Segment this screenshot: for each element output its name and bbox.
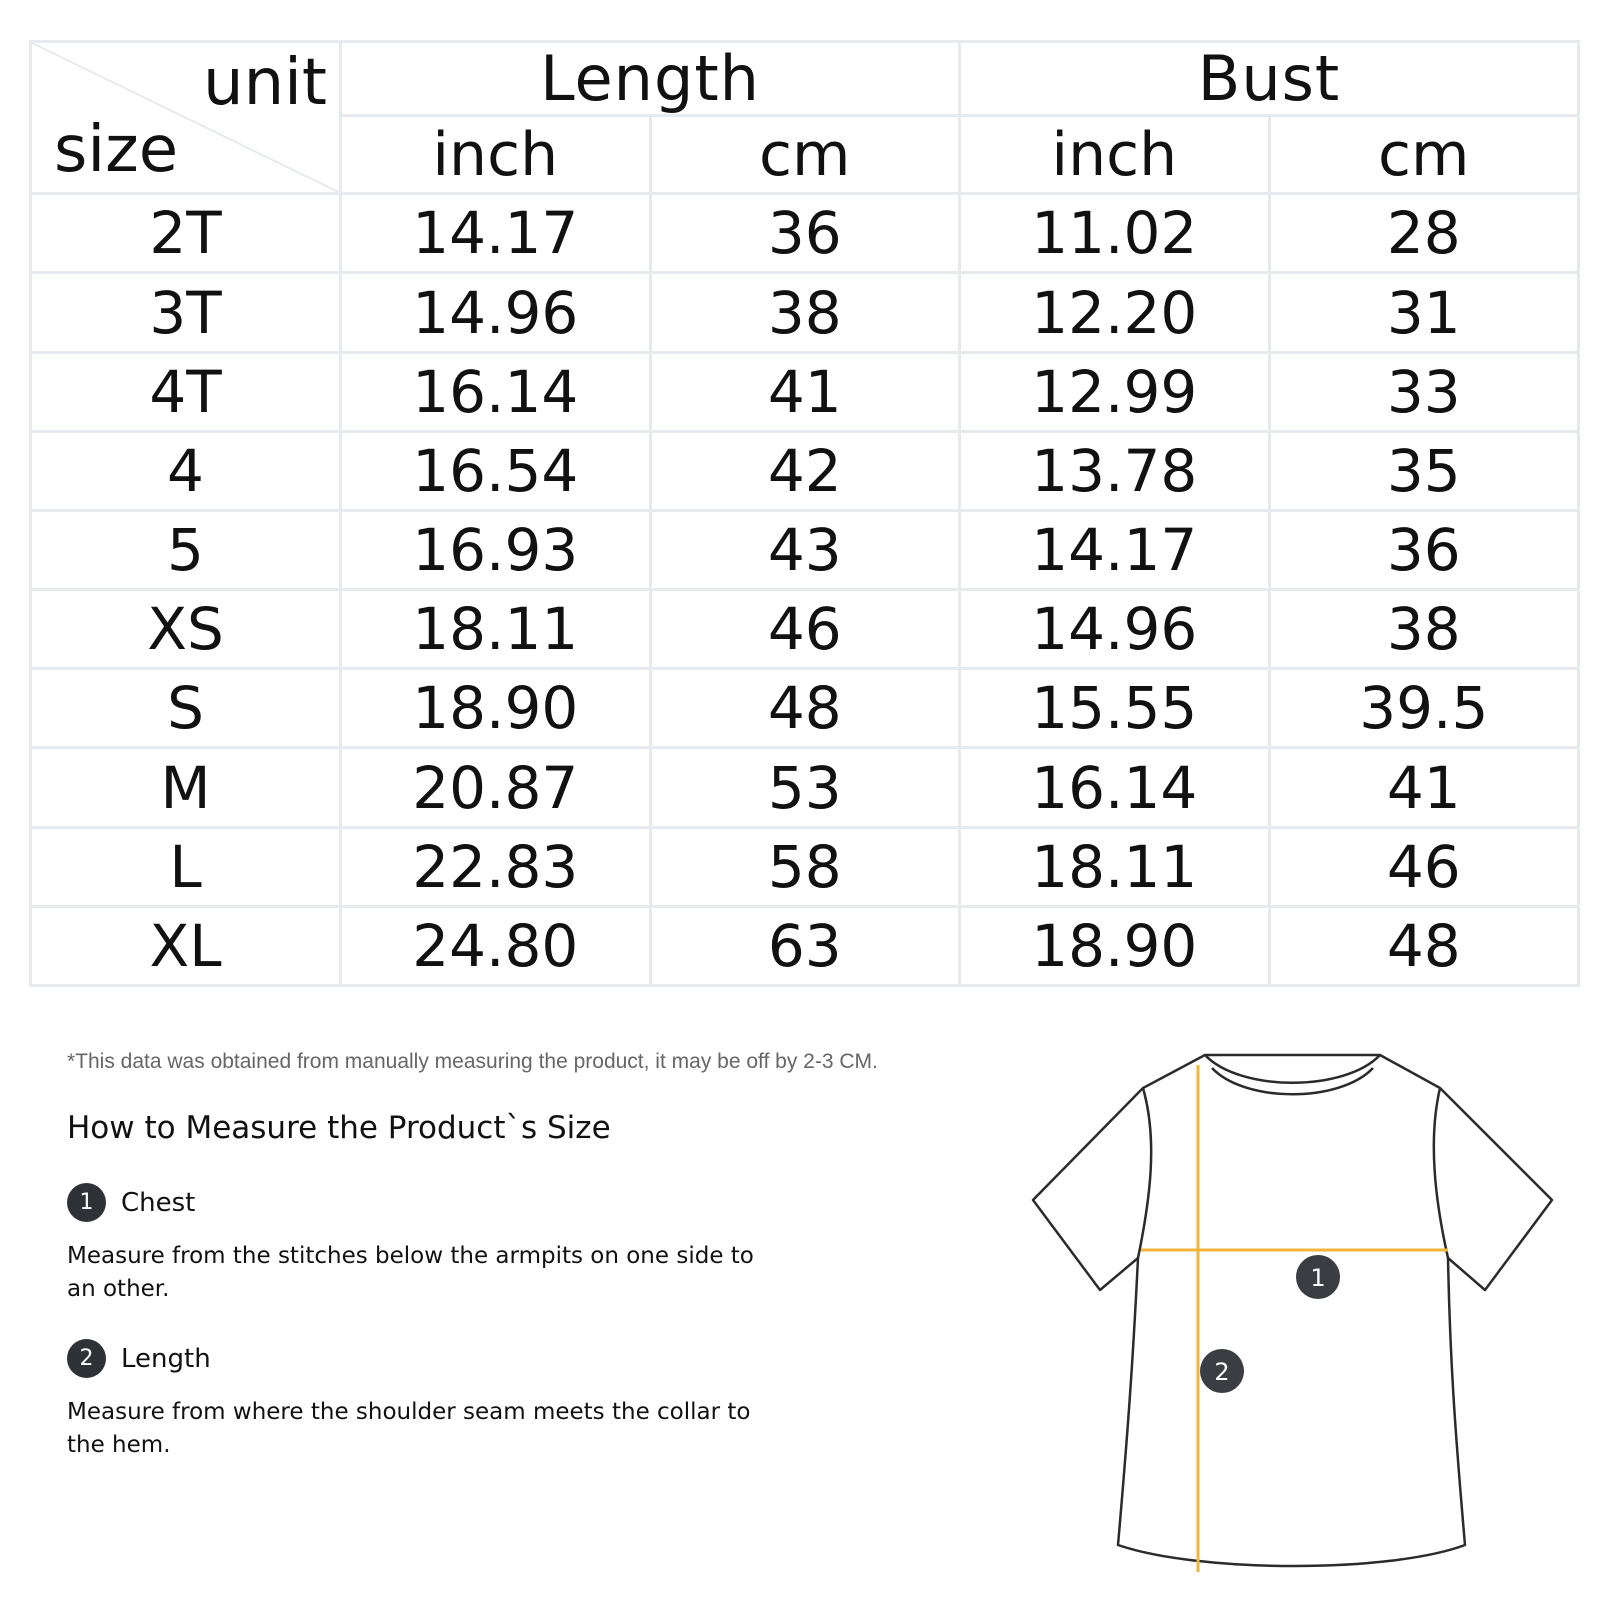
bust-cm-cell: 48: [1269, 906, 1579, 985]
bust-cm-header: cm: [1269, 116, 1579, 194]
length-cm-cell: 46: [650, 590, 960, 669]
length-cm-cell: 41: [650, 352, 960, 431]
step-title: Length: [121, 1343, 211, 1374]
length-cm-cell: 42: [650, 431, 960, 510]
marker-2-badge: [1200, 1349, 1244, 1393]
bust-cm-cell: 35: [1269, 431, 1579, 510]
length-inch-cell: 14.17: [341, 194, 651, 273]
bust-inch-header: inch: [960, 116, 1270, 194]
bust-group-header: Bust: [960, 42, 1579, 116]
length-inch-cell: 16.54: [341, 431, 651, 510]
t-shirt-diagram: [1025, 1045, 1585, 1600]
size-cell: XL: [31, 906, 341, 985]
length-inch-cell: 18.11: [341, 590, 651, 669]
length-cm-cell: 63: [650, 906, 960, 985]
length-inch-cell: 14.96: [341, 273, 651, 352]
size-chart-table: [29, 40, 1580, 987]
size-cell: S: [31, 669, 341, 748]
step-number-badge: 2: [67, 1339, 106, 1378]
table-row: [31, 194, 1579, 273]
bust-cm-cell: 28: [1269, 194, 1579, 273]
how-to-measure-title: How to Measure the Product`s Size: [67, 1110, 611, 1146]
table-row: [31, 827, 1579, 906]
length-cm-cell: 43: [650, 510, 960, 589]
length-group-header: Length: [341, 42, 960, 116]
size-cell: 3T: [31, 273, 341, 352]
step-title: Chest: [121, 1187, 196, 1218]
size-cell: 4: [31, 431, 341, 510]
t-shirt-outline-icon: [1033, 1055, 1552, 1566]
bust-inch-cell: 11.02: [960, 194, 1270, 273]
size-label: size: [54, 113, 179, 188]
measurement-disclaimer: *This data was obtained from manually measuring the product, it may be off by 2-3 CM.: [67, 1050, 878, 1073]
length-cm-cell: 48: [650, 669, 960, 748]
table-row: [31, 590, 1579, 669]
marker-1-badge: [1296, 1255, 1340, 1299]
bust-inch-cell: 18.90: [960, 906, 1270, 985]
bust-inch-cell: 14.96: [960, 590, 1270, 669]
table-row: [31, 273, 1579, 352]
step-number-badge: 1: [67, 1183, 106, 1222]
length-cm-cell: 53: [650, 748, 960, 827]
bust-inch-cell: 15.55: [960, 669, 1270, 748]
length-cm-cell: 58: [650, 827, 960, 906]
table-body: [31, 194, 1579, 986]
table-row: [31, 352, 1579, 431]
length-inch-cell: 16.14: [341, 352, 651, 431]
size-cell: XS: [31, 590, 341, 669]
length-cm-header: cm: [650, 116, 960, 194]
length-inch-cell: 16.93: [341, 510, 651, 589]
bust-inch-cell: 18.11: [960, 827, 1270, 906]
step-description: Measure from where the shoulder seam meets the collar to the hem.: [67, 1399, 751, 1458]
size-cell: M: [31, 748, 341, 827]
length-cm-cell: 38: [650, 273, 960, 352]
length-cm-cell: 36: [650, 194, 960, 273]
bust-cm-cell: 38: [1269, 590, 1579, 669]
table-row: [31, 748, 1579, 827]
size-cell: 2T: [31, 194, 341, 273]
table-corner-cell: [31, 42, 341, 194]
size-cell: L: [31, 827, 341, 906]
length-inch-header: inch: [341, 116, 651, 194]
bust-inch-cell: 12.20: [960, 273, 1270, 352]
bust-cm-cell: 41: [1269, 748, 1579, 827]
unit-label: unit: [203, 46, 327, 120]
step-chest: [67, 1183, 195, 1222]
bust-cm-cell: 31: [1269, 273, 1579, 352]
bust-inch-cell: 14.17: [960, 510, 1270, 589]
table-row: [31, 431, 1579, 510]
table-row: [31, 906, 1579, 985]
bust-cm-cell: 39.5: [1269, 669, 1579, 748]
table-row: [31, 669, 1579, 748]
bust-cm-cell: 33: [1269, 352, 1579, 431]
bust-inch-cell: 13.78: [960, 431, 1270, 510]
size-cell: 4T: [31, 352, 341, 431]
bust-cm-cell: 36: [1269, 510, 1579, 589]
size-cell: 5: [31, 510, 341, 589]
svg-text:2: 2: [1214, 1358, 1230, 1386]
table-header-group-row: [31, 42, 1579, 116]
step-description: Measure from the stitches below the armpits on one side to an other.: [67, 1243, 754, 1302]
bust-inch-cell: 16.14: [960, 748, 1270, 827]
bust-cm-cell: 46: [1269, 827, 1579, 906]
length-inch-cell: 20.87: [341, 748, 651, 827]
length-inch-cell: 18.90: [341, 669, 651, 748]
step-length: [67, 1339, 211, 1378]
table-row: [31, 510, 1579, 589]
bust-inch-cell: 12.99: [960, 352, 1270, 431]
length-inch-cell: 24.80: [341, 906, 651, 985]
svg-text:1: 1: [1310, 1264, 1326, 1292]
length-inch-cell: 22.83: [341, 827, 651, 906]
